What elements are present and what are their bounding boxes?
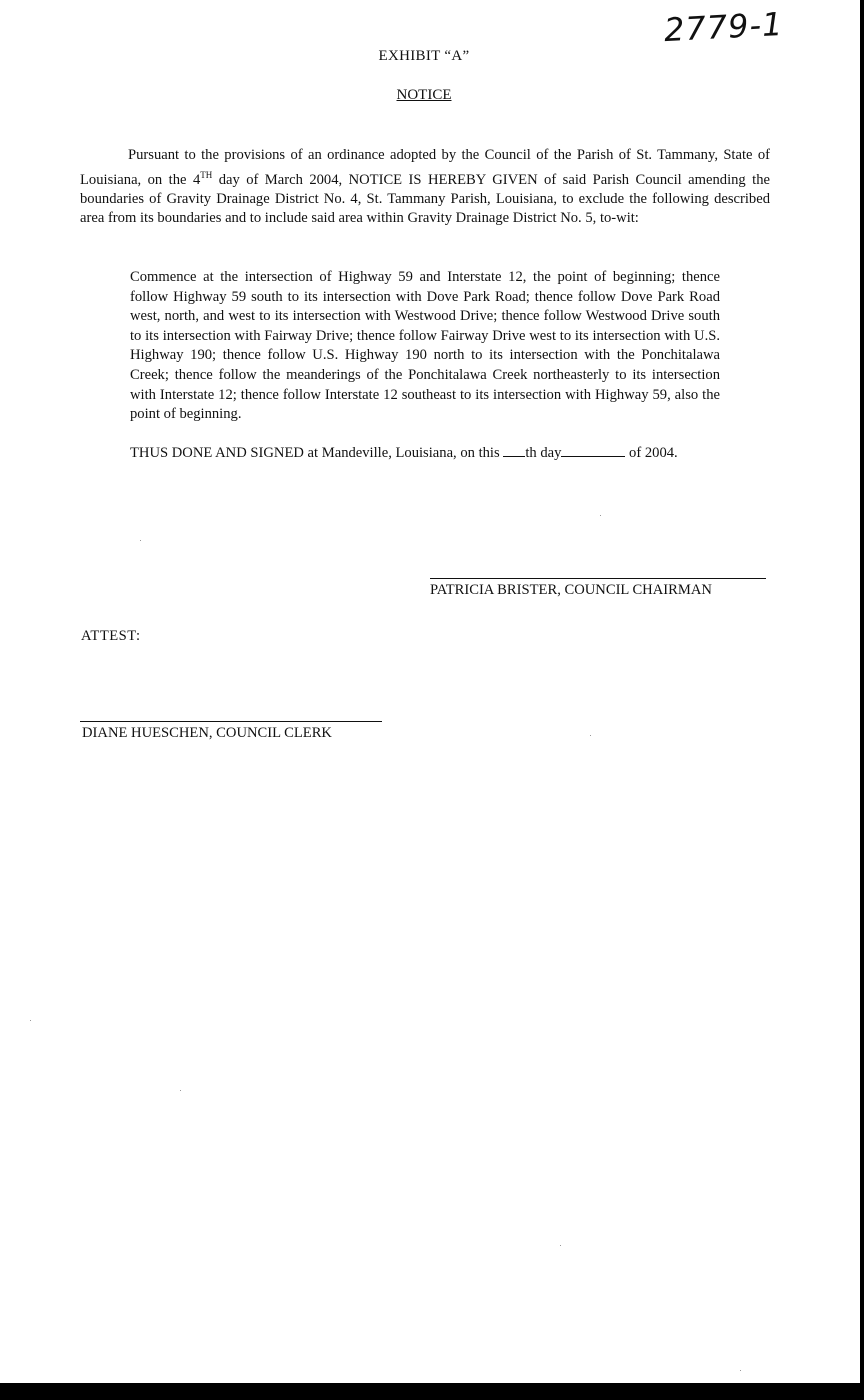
scan-speck <box>590 735 591 736</box>
handwritten-document-number: 2779-1 <box>663 4 785 50</box>
ordinance-date-superscript: TH <box>200 169 213 180</box>
attest-label: ATTEST: <box>81 628 141 644</box>
clerk-signature-name: DIANE HUESCHEN, COUNCIL CLERK <box>82 725 332 741</box>
ordinance-paragraph-text-start: Pursuant to the provisions of an ordinance adopted by the Council of the Parish of St. Tammany, State of Louisiana, on the 4 <box>80 147 770 188</box>
ordinance-paragraph <box>80 146 770 229</box>
scan-speck <box>560 1245 561 1246</box>
scan-border-bottom <box>0 1383 864 1400</box>
scan-border-right <box>860 0 864 1400</box>
scan-speck <box>30 1020 31 1021</box>
day-blank <box>503 444 525 457</box>
scan-speck <box>740 1370 741 1371</box>
chairman-signature-line <box>430 578 766 579</box>
exhibit-title: EXHIBIT “A” <box>378 48 470 64</box>
signed-text-day: th day <box>525 445 562 461</box>
signed-date-line <box>130 444 770 462</box>
boundary-description-paragraph: Commence at the intersection of Highway 59 and Interstate 12, the point of beginning; thence follow Highway 59 south to its intersection with Dove Park Road; thence follow Dove Park Road west, north, and west to its intersection with Westwood Drive; thence follow Westwood Drive south to its intersection with Fairway Drive; thence follow Fairway Drive west to its intersection with U.S. Highway 190; thence follow U.S. Highway 190 north to its intersection with the Ponchitalawa Creek; thence follow the meanderings of the Ponchitalawa Creek northeasterly to its intersection with Interstate 12; thence follow Interstate 12 southeast to its intersection with Highway 59, also the point of beginning. <box>130 269 720 423</box>
chairman-signature-name: PATRICIA BRISTER, COUNCIL CHAIRMAN <box>430 582 712 598</box>
clerk-signature-line <box>80 721 382 722</box>
signed-text-end: of 2004. <box>625 445 678 461</box>
scan-speck <box>140 540 141 541</box>
scan-speck <box>180 1090 181 1091</box>
notice-heading: NOTICE <box>396 87 452 103</box>
ordinance-paragraph-text-end: day of March 2004, NOTICE IS HEREBY GIVEN of said Parish Council amending the boundaries of Gravity Drainage District No. 4, St. Tammany Parish, Louisiana, to exclude the following described area from its boundaries and to include said area within Gravity Drainage District No. 5, to-wit: <box>80 171 770 227</box>
scan-speck <box>600 515 601 516</box>
signed-text-start: THUS DONE AND SIGNED at Mandeville, Louisiana, on this <box>130 445 504 461</box>
month-blank <box>561 444 625 457</box>
